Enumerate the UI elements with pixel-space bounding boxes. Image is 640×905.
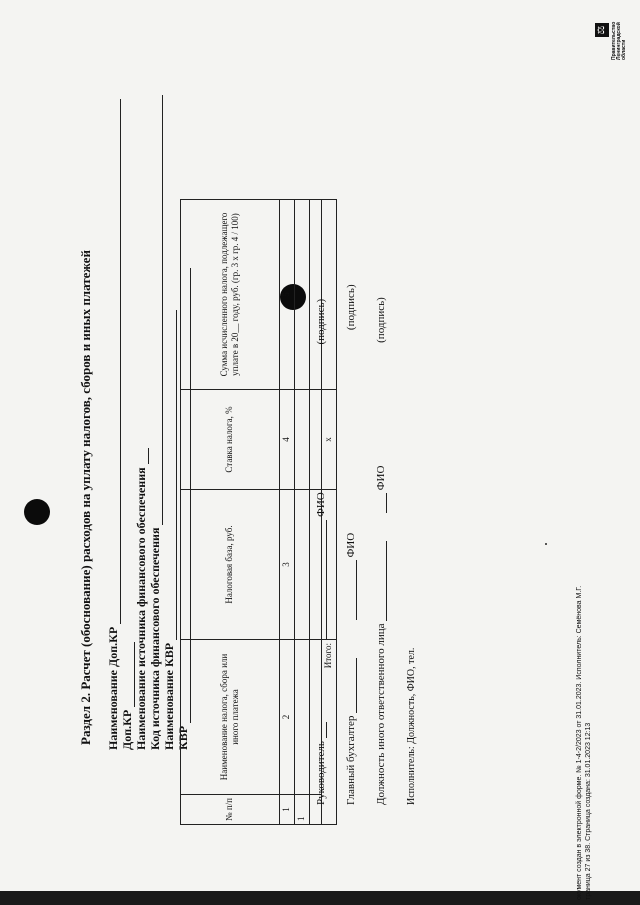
total-label: Итого: <box>322 640 337 825</box>
dop-kr-name-line <box>109 99 121 624</box>
other-signature: (подпись) <box>375 297 387 343</box>
kvr-name-field[interactable] <box>162 310 177 750</box>
kvr-label: КВР <box>176 725 190 750</box>
table-header-row <box>181 200 280 825</box>
accountant-signature-block[interactable] <box>345 284 357 805</box>
column-number-5: 5 <box>280 200 295 390</box>
accountant-label: Главный бухгалтер <box>345 715 357 805</box>
tax-name-cell[interactable] <box>295 640 310 795</box>
other-name-line <box>376 493 387 513</box>
tax-rate-cell[interactable] <box>295 390 310 490</box>
accountant-name-line <box>346 560 357 620</box>
other-label: Должность иного ответственного лица <box>375 623 387 805</box>
logo-line-2: Ленинградской <box>616 22 622 60</box>
total-rate-mark: х <box>322 390 337 490</box>
government-logo-text <box>612 22 627 60</box>
head-name-line <box>316 520 327 640</box>
scan-speck <box>545 543 547 545</box>
fin-source-name-field[interactable] <box>134 448 149 750</box>
header-number: № п/п <box>181 795 280 825</box>
punch-hole-right <box>24 499 50 525</box>
header-tax-sum: Сумма исчисленного налога, подлежащего уплате в 20__ году, руб. (гр. 3 х гр. 4 / 100) <box>181 200 280 390</box>
header-tax-base: Налоговая база, руб. <box>181 490 280 640</box>
tax-base-cell[interactable] <box>295 490 310 640</box>
fin-source-name-label: Наименование источника финансового обеспечения <box>134 467 148 750</box>
head-line <box>316 722 327 738</box>
footer-line-1: окумент создан в электронной форме. № 1-4-2/2023 от 31.01.2023. Исполнитель: Семёнова М.Г. <box>576 585 583 900</box>
head-signature-block[interactable] <box>315 299 327 805</box>
kvr-name-label: Наименование КВР <box>162 642 176 750</box>
column-number-1: 1 <box>280 795 295 825</box>
tax-sum-cell[interactable] <box>295 200 310 390</box>
head-signature: (подпись) <box>315 298 327 345</box>
fin-source-code-label: Код источника финансового обеспечения <box>148 527 162 750</box>
logo-line-3: области <box>621 39 627 60</box>
table-row[interactable] <box>295 200 310 825</box>
head-fio: ФИО <box>315 492 327 517</box>
dop-kr-field[interactable] <box>120 642 135 750</box>
column-number-4: 4 <box>280 390 295 490</box>
table-column-number-row <box>280 200 295 825</box>
accountant-signature: (подпись) <box>345 284 357 331</box>
section-title: Раздел 2. Расчет (обоснование) расходов на уплату налогов, сборов и иных платежей <box>78 250 93 745</box>
other-signature-block[interactable] <box>375 297 387 805</box>
logo-line-1: Правительство <box>611 21 617 60</box>
dop-kr-name-field[interactable] <box>106 99 121 750</box>
government-emblem-icon: ⚖ <box>595 23 609 37</box>
column-number-3: 3 <box>280 490 295 640</box>
dop-kr-name-label: Наименование Доп.КР <box>106 626 120 750</box>
other-line <box>376 541 387 621</box>
accountant-line <box>346 658 357 713</box>
fin-source-code-field[interactable] <box>148 95 163 750</box>
tax-calculation-table <box>180 199 337 825</box>
other-fio: ФИО <box>375 465 387 491</box>
footer-line-2: траница 27 из 38. Страница создана: 31.01.2023 12:13 <box>585 722 592 900</box>
column-number-2: 2 <box>280 640 295 795</box>
executor-info: Исполнитель: Должность, ФИО, тел. <box>406 647 417 805</box>
row-number-cell: 1 <box>295 795 310 825</box>
accountant-fio: ФИО <box>345 532 357 558</box>
header-tax-name: Наименование налога, сбора или иного платежа <box>181 640 280 795</box>
header-tax-rate: Ставка налога, % <box>181 390 280 490</box>
dop-kr-label: Доп.КР <box>120 709 134 750</box>
document-footer <box>575 586 593 900</box>
head-label: Руководитель <box>315 741 327 805</box>
